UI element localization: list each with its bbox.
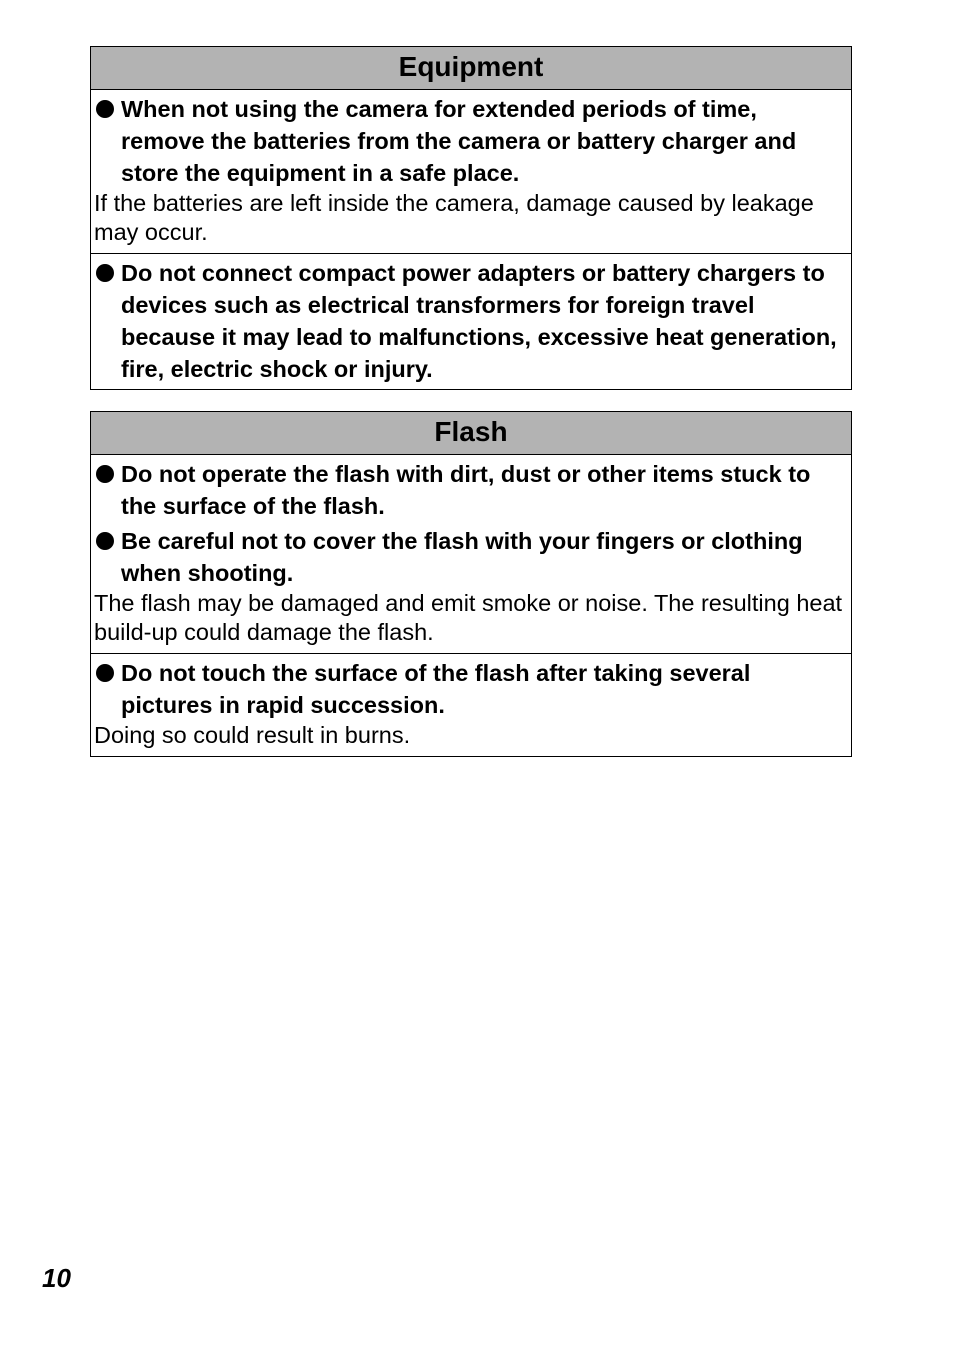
equipment-header: Equipment — [91, 47, 851, 90]
equipment-section-2 — [91, 253, 851, 389]
warning-bullet — [94, 458, 847, 522]
bullet-text: When not using the camera for extended periods of time, remove the batteries from the camera or battery charger and store the equipment in a safe place. — [121, 96, 797, 186]
warning-bullet — [94, 657, 847, 721]
flash-section-2 — [91, 653, 851, 756]
flash-section-1 — [91, 455, 851, 653]
page-number: 10 — [42, 1263, 71, 1293]
bullet-dot-icon — [96, 465, 114, 483]
bullet-text: Do not operate the flash with dirt, dust or other items stuck to the surface of the flash. — [121, 461, 811, 519]
warning-note: Doing so could result in burns. — [94, 722, 411, 748]
bullet-text: Do not touch the surface of the flash after taking several pictures in rapid succession. — [121, 660, 751, 718]
bullet-dot-icon — [96, 264, 114, 282]
equipment-section-1 — [91, 90, 851, 253]
equipment-box — [90, 46, 852, 390]
warning-note: The flash may be damaged and emit smoke or noise. The resulting heat build-up could damage the flash. — [94, 590, 843, 645]
warning-bullet — [94, 93, 847, 189]
bullet-dot-icon — [96, 100, 114, 118]
bullet-dot-icon — [96, 532, 114, 550]
warning-note: If the batteries are left inside the camera, damage caused by leakage may occur. — [94, 190, 814, 245]
bullet-dot-icon — [96, 664, 114, 682]
bullet-text: Do not connect compact power adapters or battery chargers to devices such as electrical transformers for foreign travel because it may lead to malfunctions, excessive heat generation, fire, electric shock or injury. — [121, 260, 837, 382]
warning-bullet — [94, 257, 847, 385]
flash-header: Flash — [91, 412, 851, 455]
flash-box — [90, 411, 852, 757]
bullet-text: Be careful not to cover the flash with your fingers or clothing when shooting. — [121, 528, 803, 586]
warning-bullet — [94, 525, 847, 589]
